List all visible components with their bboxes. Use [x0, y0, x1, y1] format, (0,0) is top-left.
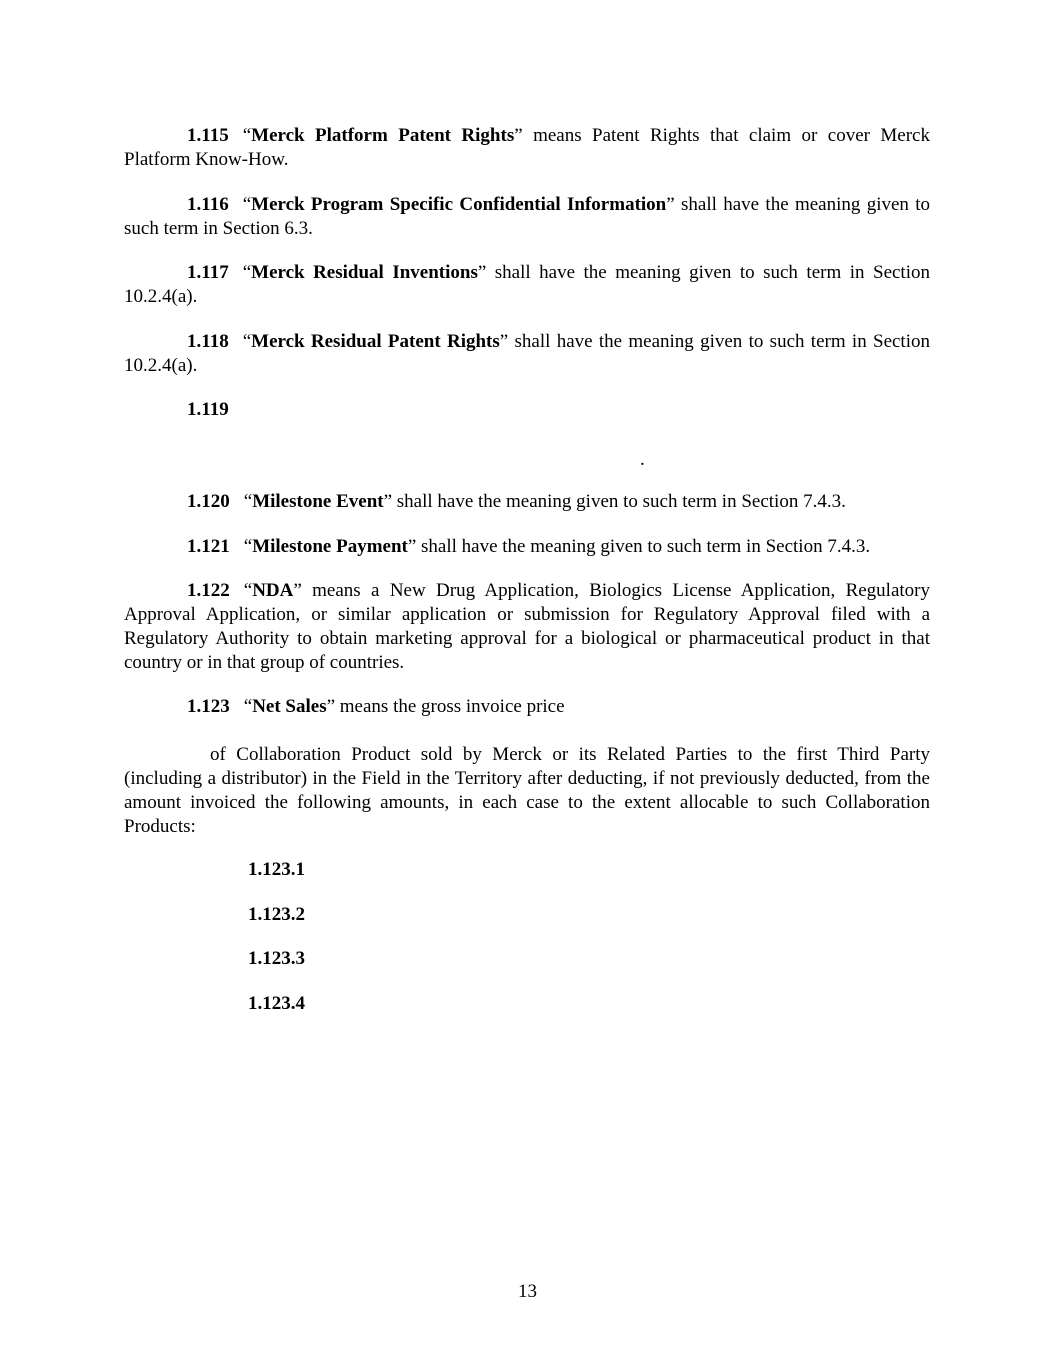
page-number: 13	[518, 1281, 537, 1302]
subsection-1-123-2: 1.123.2	[248, 904, 305, 925]
defined-term: Milestone Event	[252, 491, 384, 512]
definition-text: ” shall have the meaning given to such term in Section 10.2.4(a).	[124, 331, 930, 376]
section-number: 1.119	[187, 399, 229, 420]
defined-term: Merck Platform Patent Rights	[251, 125, 515, 146]
definition-1-118: 1.118 “Merck Residual Patent Rights” shall have the meaning given to such term in Section 10.2.4(a).	[124, 331, 930, 376]
redacted-period: .	[640, 449, 645, 470]
subsection-1-123-4: 1.123.4	[248, 993, 305, 1014]
definition-text: ” shall have the meaning given to such term in Section 7.4.3.	[383, 491, 846, 512]
definition-text: ” shall have the meaning given to such term in Section 6.3.	[124, 194, 931, 239]
subsection-1-123-3: 1.123.3	[248, 948, 305, 969]
definition-text: ” means a New Drug Application, Biologics License Application, Regulatory Approval Application, or similar application or submission for Regulatory Approval filed with a Regulatory Authority to obtain marketing approval for a biological or pharmaceutical product in that country or in that group of countries.	[124, 580, 930, 673]
section-number: 1.116	[187, 194, 229, 215]
section-number: 1.123	[187, 696, 230, 717]
definition-1-121: 1.121 “Milestone Payment” shall have the meaning given to such term in Section 7.4.3.	[187, 536, 871, 557]
definition-1-122: 1.122 “NDA” means a New Drug Application, Biologics License Application, Regulatory Approval Application, or similar application or submission for Regulatory Approval filed with a Regulatory Authority to obtain marketing approval for a biological or pharmaceutical product in that country or in that group of countries.	[124, 580, 930, 673]
definition-1-117: 1.117 “Merck Residual Inventions” shall have the meaning given to such term in Section 10.2.4(a).	[124, 262, 930, 307]
defined-term: NDA	[252, 580, 294, 601]
definition-text: ” shall have the meaning given to such term in Section 7.4.3.	[407, 536, 871, 557]
definition-1-116: 1.116 “Merck Program Specific Confidential Information” shall have the meaning given to such term in Section 6.3.	[124, 194, 931, 239]
defined-term: Merck Residual Patent Rights	[251, 331, 500, 352]
section-number: 1.117	[187, 262, 229, 283]
section-number: 1.122	[187, 580, 230, 601]
defined-term: Net Sales	[252, 696, 327, 717]
defined-term: Milestone Payment	[252, 536, 408, 557]
section-number: 1.118	[187, 331, 229, 352]
section-number: 1.120	[187, 491, 230, 512]
definition-text: ” means the gross invoice price	[326, 696, 565, 717]
definition-1-119	[124, 398, 930, 422]
section-number: 1.121	[187, 536, 230, 557]
net-sales-continuation: of Collaboration Product sold by Merck or its Related Parties to the first Third Party (including a distributor) in the Field in the Territory after deducting, if not previously deducted, from the amount invoiced the following amounts, in each case to the extent allocable to such Collaboration Products:	[124, 744, 930, 837]
defined-term: Merck Residual Inventions	[251, 262, 478, 283]
section-number: 1.115	[187, 125, 229, 146]
definition-text: ” shall have the meaning given to such term in Section 10.2.4(a).	[124, 262, 930, 307]
definition-1-120: 1.120 “Milestone Event” shall have the meaning given to such term in Section 7.4.3.	[187, 491, 846, 512]
definition-1-123: 1.123 “Net Sales” means the gross invoice price	[187, 696, 565, 717]
definition-text: ” means Patent Rights that claim or cover Merck Platform Know-How.	[124, 125, 930, 170]
defined-term: Merck Program Specific Confidential Information	[251, 194, 667, 215]
subsection-1-123-1: 1.123.1	[248, 859, 305, 880]
definition-1-115: 1.115 “Merck Platform Patent Rights” means Patent Rights that claim or cover Merck Platform Know-How.	[124, 125, 930, 170]
